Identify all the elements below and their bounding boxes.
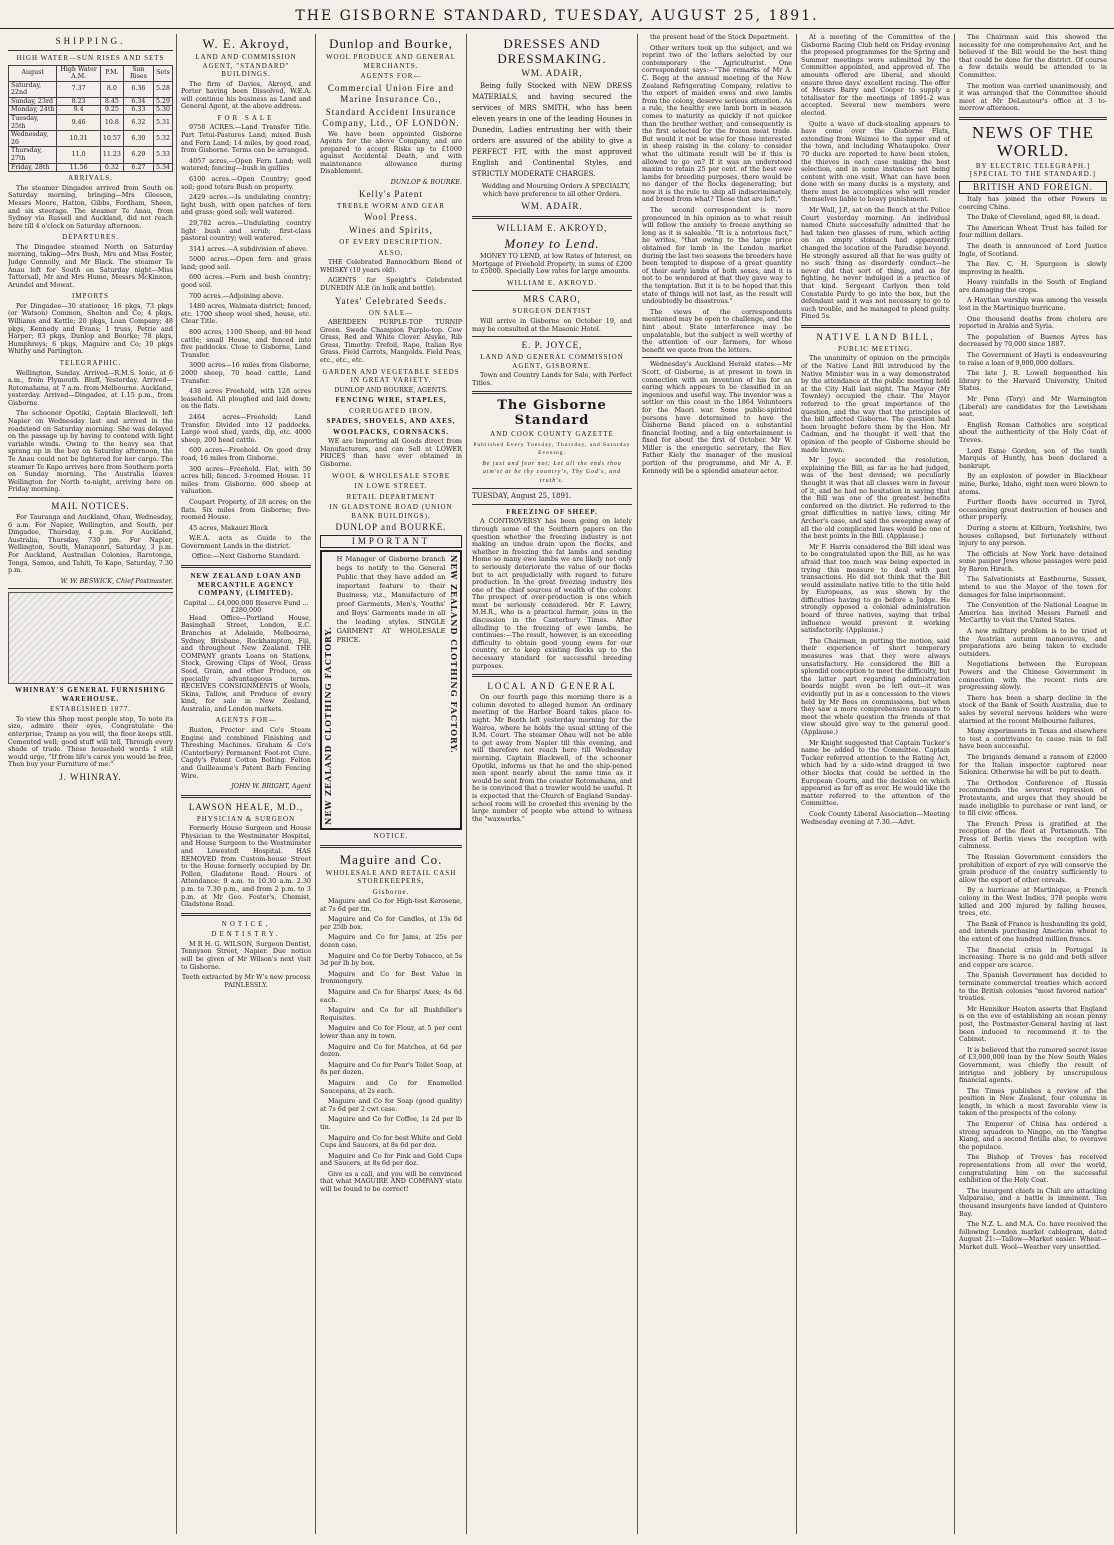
dress-heading: DRESSES AND DRESSMAKING. <box>497 36 607 66</box>
maguire-item: Maguire and Co for Pear's Toilet Soap, at 8s per dozen. <box>320 1060 462 1077</box>
shipping-news: The schooner Opotiki, Captain Blackwell, left Napier on Wednesday last and arrived in the roadstead on Saturday morning. She was delayed on the passage up by having to contend with light variable winds. Owing to the heavy sea that sprang up in the bay on Saturday afternoon, the Te Anau could not be lightered for her cargo. The steamer Te Kapo arrives here from Southern ports on Sunday morning. The Australia leaves Wellington for North to-night, arriving here on Friday morning. <box>8 409 173 494</box>
column-local-news <box>801 34 950 1534</box>
tides-cell: 0.32 <box>100 163 123 172</box>
caro-heading: MRS CARO, <box>523 294 581 305</box>
shipping-heading: SHIPPING. <box>55 36 126 46</box>
tides-cell: 9.25 <box>100 106 123 115</box>
news-item: There has been a sharp decline in the stock of the Bank of South Australia, due to sales by several nervous holders who were alarmed at the recent Melbourne failures. <box>959 693 1107 725</box>
tides-cell: 10.57 <box>100 131 123 147</box>
news-item: The Spanish Government has decided to terminate commercial treaties which accord to the British colonies "most favored nation" treaties. <box>959 971 1107 1003</box>
local-text: On our fourth page this morning there is a column devoted to alleged humor. An ordinary meeting of the Harbor Board takes place to-night. Mr Booth left yesterday morning for the Wairoa, where he holds the usual sitting of the R.M. Court. The steamer Ohau will not be able to get away from Napier till this evening, and will therefore not reach here till Wednesday morning. Captain Blackwell, of the schooner Opotiki, informs us that he and the ship-pened men spent nearly about the same time as it would be sent from the coaster Rotomahana, and he is convinced that a trawler would be useful. It is expected that the Church of England Sunday-school room will be crowded this evening by the large number of people who attend to witness the "waxworks." <box>472 693 632 823</box>
mail-heading: MAIL NOTICES. <box>51 501 130 511</box>
akroyd-footer: W.E.A. acts as Guide to the Government Lands in the district. <box>181 534 311 550</box>
kelly-heading: Kelly's Patent <box>359 188 423 199</box>
tides-cell: 6.36 <box>123 81 153 97</box>
yates-heading: Yates' Celebrated Seeds. <box>335 295 447 306</box>
sale-item: 600 acres.—Fern and bush country; good soil. <box>181 273 311 290</box>
column-dressmaking <box>472 34 632 1534</box>
tides-cell: 9.46 <box>57 115 100 131</box>
news-item: The Rev. C. H. Spurgeon is slowly improving in health. <box>959 260 1107 276</box>
maguire-item: Maguire and Co for Best Value in Ironmongery. <box>320 969 462 986</box>
paper-date: TUESDAY, August 25, 1891. <box>472 492 572 501</box>
important-heading: IMPORTANT <box>320 535 462 548</box>
akroyd-heading: W. E. Akroyd, <box>202 36 290 51</box>
nz-loan-text: Head Office—Portland House, Basinghall Street, London, E.C. Branches at Adelaide, Melbourne, Sydney, Brisbane, Rockhampton, Fiji, and throughout New Zealand. THE COMPANY grants Loans on Stations, Stock, Growing Clips of Wool, Grass Seed, Grain, and other Produce, on specially advantageous terms. RECEIVES CONSIGNMENTS of Wools, Skins, Tallow, and Produce of every kind, for sale in New Zealand, Australia, and London markets. <box>181 613 311 713</box>
native-land-heading: NATIVE LAND BILL. <box>816 331 935 342</box>
paper-subtitle: AND COOK COUNTY GAZETTE <box>490 430 614 439</box>
union-insurance: Commercial Union Fire and Marine Insurance Co., <box>327 82 455 104</box>
notice-heading: NOTICE, <box>221 919 271 928</box>
standard-insurance: Standard Accident Insurance Company, Ltd., OF LONDON. <box>322 106 460 128</box>
sale-item: 3000 acres—16 miles from Gisborne, 2000 sheep, 70 head cattle, Land Transfer. <box>181 361 311 385</box>
lawson-text: Formerly House Surgeon and House Physician to the Westminster Hospital, and House Surgeon to the Westminster and Lowestoft Hospital. HAS REMOVED from Custom-house Street to the House formerly occupied by Dr. Pollen, Gladstone Road. Hours of Attendance: 9 a.m. to 10.30 a.m. 2.30 p.m. to 7.30 p.m., and from 2 p.m. to 3 p.m. at Mr Geo. Foster's, Chemist, Gladstone Road. <box>181 824 311 909</box>
tides-cell: 6.33 <box>123 106 153 115</box>
news-item: Italy has joined the other Powers in coercing China. <box>959 194 1107 211</box>
whinray-verse: To view this Shop most people stop, To note its size, admire their eyes, Congratulate the enterprise, Tramp as you will, the floor keeps still. Cemented well; good stuff will tell, Through every shade of trade. These household words I still would urge, "If from life's cares you would be free, Then buy your Furniture of me." <box>8 714 173 769</box>
advertisement-line: Cook County Liberal Association—Meeting Wednesday evening at 7.30.—Advt. <box>801 809 950 826</box>
news-item: The N.Z. L. and M.A. Co. have received the following London market cablegram, dated August 21:—Tallow—Market easier. Wheat—Market dull. Wool—Weather very unsettled. <box>959 1220 1107 1251</box>
news-item: Further floods have occurred in Tyrol, occasioning great destruction of houses and other property. <box>959 498 1107 522</box>
adair-subtext: Wedding and Mourning Orders A SPECIALTY, which have preference to all other Orders. <box>481 182 631 198</box>
agents-text: Ruston, Proctor and Co's Steam Engine and combined Finishing and Threshing Machines. Graham & Co's (Canterbury) Permanent Foot-rot Cure. Cagdy's Patent Cotton Bolting. Felton and Guilleaume's Patent Barb Fencing Wire. <box>181 725 311 780</box>
dentistry-text: M R H. G. WILSON, Surgeon Dentist, Tennyson Street, Napier. Due notice will be given of Mr Wilson's next visit to Gisborne. <box>181 939 311 971</box>
maguire-item: Maguire and Co for Candles, at 13s 6d per 25lb box. <box>320 915 462 931</box>
news-item: The Times publishes a review of the position in New Zealand, four columns in length, in which a most favorable view is taken of the prospects of the colony. <box>959 1086 1107 1118</box>
spades-heading: SPADES, SHOVELS, AND AXES, <box>326 417 456 426</box>
freezing-text: A CONTROVERSY has been going on lately through some of the Southern papers on the question whether the freezing industry is not making an undue drain upon the flocks, and whether in freezing the fat lambs and sending Home so many ewe lambs we are likely not only to seriously deteriorate the value of our flocks but to act prejudicially with regard to future production. In the great freezing industry lies one of the chief sources of wealth of the colony. The prospect of over-production is one which must be seriously considered. Mr F. Lawry, M.H.R., who is a practical farmer, joins in the discussion in the Canterbury Times. After alluding to the freezing of ewe lambs, he continues:—The result, however, is an exceeding difficulty to obtain good young ewes for our country, or to keep existing flocks up to the necessary standard for successful breeding purposes. <box>472 517 632 670</box>
maguire-item: Maguire and Co for Derby Tobacco, at 5s 3d per lb by box. <box>320 951 462 968</box>
on-sale-label: ON SALE— <box>368 308 414 317</box>
article-paragraph: The second correspondent is more pronounced in his opinion as to what result will follow the anxiety to freeze anything so long as it is saleable. "It is a notorious fact," he writes, "that owing to the large price obtained for lamb in the London market during the last two seasons the breeders have been tempted to dispose of a great quantity of their early lambs of both sexes, and it is not to be wondered at that they gave way to the temptation. But it is to be hoped that this state of things will not last, as the result will undoubtedly be disastrous." <box>642 206 792 306</box>
news-item: Many experiments in Texas and elsewhere to test a contrivance to cause rain to fall have been successful. <box>959 727 1107 751</box>
column-world-news <box>959 34 1107 1534</box>
money-text: MONEY TO LEND, at low Rates of Interest, on Mortgage of Freehold Property, in sums of £200 to £5000. Specially Low rates for large amounts. <box>472 252 632 276</box>
maguire-item: Maguire and Co for Flour, at 5 per cent lower than any in town. <box>320 1024 462 1040</box>
fencing-heading: FENCING WIRE, STAPLES, <box>335 396 447 405</box>
maguire-heading: Maguire and Co. <box>339 851 443 867</box>
imports-text: Per Dingadee—30 stationer, 16 pkgs, 73 pkgs (or Watson) Common, Shelton and Co; 4 pkgs, Williams and Kettle; 20 pkgs, Loan Company; 48 pkgs, Kennedy and Evans; 1 truss, Petrie and Harper; 83 pkgs, Dunlop and Bourke; 78 pkgs, Humphreys; 6 pkgs, Maguire and Co; 10 pkgs Whitby and Partington. <box>8 301 173 356</box>
news-item: A new military problem is to be tried at the Austrian autumn manoeuvres, and preparations are being taken to exclude outsiders. <box>959 627 1107 658</box>
news-item: The Convention of the National League in America has invited Messrs Parnell and McCarthy to visit the United States. <box>959 601 1107 625</box>
tides-cell: Thursday, 27th <box>9 147 57 163</box>
news-item: The Duke of Cleveland, aged 88, is dead. <box>967 213 1100 222</box>
tides-table <box>8 65 173 173</box>
speight-text: AGENTS for Speight's Celebrated DUNEDIN ALE (in bulk and bottle). <box>320 276 462 292</box>
news-item: Lord Esme Gordon, son of the tenth Marquis of Huntly, has been declared a bankrupt. <box>959 446 1107 470</box>
lowe-street: IN LOWE STREET. <box>354 482 428 491</box>
news-item: By an explosion of powder in Blackbear mine, Burke, Idaho, eight men were blown to atoms. <box>959 472 1107 496</box>
seeds-text: ABERDEEN PURPLE-TOP TURNIP Green. Swede Champion Purple-top. Cow Grass, Red and White Clover. Alsyke, Rib Grass, Timothy. Trefoil, Rape, Italian Rye Grass. Field Carrots, Mangolds. Field Peas, etc., etc., etc. <box>320 318 462 364</box>
news-item: Mr Henniker Heaton asserts that England is on the eve of establishing an ocean penny post, the Postmaster-General having at last been induced to recommend it to the Cabinet. <box>959 1004 1107 1044</box>
adair-heading: WM. ADAIR, <box>521 68 583 78</box>
tides-cell: 9.4 <box>57 106 100 115</box>
news-item: The officials at New York have detained some pauper Jews whose passages were paid by Baron Hirsch. <box>959 549 1107 573</box>
tides-row <box>9 97 173 106</box>
tides-cell: Sunday, 23rd <box>9 97 57 106</box>
sale-item: Coupart Property, of 28 acres; on the flats. Six miles from Gisborne; five-roomed House. <box>181 497 311 522</box>
money-heading: Money to Lend. <box>504 236 600 252</box>
article-paragraph: Wednesday's Auckland Herald states:—Mr Scott, of Gisborne, is at present in town in connection with an invention of his for an earing which appears to be classified in an ingenious and useful way. The inventor was a settler on this coast in the 1864 Volunteers for the Maori war. Some public-spirited persons have determined to have the Gisborne Band placed on a substantial financial footing, and a big entertainment is fixed for about the first of October. Mr W. Miller is the energetic secretary, the Rev. Father Kiely the manager of the musical portion of the programme, and Mr A. F. Kennedy will be a splendid amateur actor. <box>642 360 792 475</box>
maguire-item: Maguire and Co for Pink and Gold Cups and Saucers, at 8s 6d per doz. <box>320 1151 462 1168</box>
whinray-signature: J. WHINRAY. <box>59 772 122 782</box>
tides-header-cell: High Water A.M. <box>57 65 100 81</box>
article-paragraph: Mr Knight suggested that Captain Tucker's name be added to the Committee. Captain Tucker referred attention to the Rating Act, which had by a side-wind dragged in two other blocks that could be settled in the European Courts, and the decision on which appeared as far off as ever. He would like the matter referred to the attention of the Committee. <box>801 738 950 808</box>
dentistry-heading: DENTISTRY. <box>211 930 281 939</box>
sale-item: 600 acres—Freehold. On good dray road, 16 miles from Gisborne. <box>181 446 311 462</box>
article-paragraph: the present head of the Stock Department. <box>650 34 790 41</box>
article-paragraph: Other writers took up the subject, and we reprint two of the letters selected by our contemporary the Agriculturist. One correspondent says:—"The remarks of Mr A. C. Begg at the annual meeting of the New Zealand Refrigerating Company, relative to the export of maiden ewes and ewe lambs from the colony, deserve serious attention. As a rule, the healthy ewe lamb born in season comes to maturity as quickly if not quicker than the brother wether, and consequently is the first selected for the frozen meat trade. But would it not be wise for those interested in sheep raising in the colony to consider what the ultimate result will be if this is allowed to go on? If it was an understood maxim to retain 25 per cent. of the best ewe lambs for breeding purposes, there would be no danger of the flocks degenerating; but now it is the rule to ship all indiscriminately, and breed from what? Those that are left." <box>642 43 792 204</box>
tides-cell: 6.27 <box>123 163 153 172</box>
news-item: The death is announced of Lord Justice Ingle, of Scotland. <box>959 241 1107 258</box>
tides-cell: 8.23 <box>57 97 100 106</box>
whisky-text: THE Celebrated Bannockburn Blend of WHISKY (10 years old). <box>320 258 462 274</box>
tides-cell: 8.45 <box>100 97 123 106</box>
tides-cell: 6.32 <box>123 115 153 131</box>
mail-text: For Tauranga and Auckland, Ohau, Wednesday, 6 a.m. For Napier, Wellington, and South, per Dingadee, Thursday, 4 p.m. For Auckland, Australia, Thursday, 730 pm. For Napier, Wellington, South, Manaponri, Saturday, 3 p.m. For Auckland, Australian Colonies, Rarotonga, Tonga, Samoa, and Tahiti, Te Kapo, Saturday, 7.30 p.m. <box>8 513 173 575</box>
column-freezing-continued <box>642 34 792 1534</box>
news-item: The Government of Hayti is endeavouring to raise a loan of 9,000,000 dollars. <box>959 351 1107 367</box>
article-paragraph: The Chairman said this showed the necessity for one comprehensive Act, and he believed if the Bill would be the best thing that could be done for the district. Of course a few details would be attended to in Committee. <box>959 34 1107 79</box>
tides-header-cell: Sun Rises <box>123 65 153 81</box>
masthead-title: THE GISBORNE STANDARD, TUESDAY, AUGUST 25, 1891. <box>295 8 819 24</box>
tides-cell: Monday, 24th <box>9 106 57 115</box>
tides-cell: 10.8 <box>100 115 123 131</box>
article-paragraph: Mr F. Harris considered the Bill ideal was to be congratulated upon the Bill, as he was afraid that too much was being expected in trying this measure to deal with past transactions. He did not think that the Bill would assimilate native title to the title held by Europeans, as was shown by the difficulties having to go before a Judge. He strongly opposed a colonial administration board of three natives, saying that tribal influence would prevent it working satisfactorily. (Applause.) <box>801 542 950 635</box>
tides-cell: 6.34 <box>123 97 153 106</box>
tides-row <box>9 163 173 172</box>
maguire-item: Maguire and Co for Sharps' Axes; 4s 6d each. <box>320 988 462 1004</box>
tides-cell: 10.31 <box>57 131 100 147</box>
gladstone-road: IN GLADSTONE ROAD (UNION BANK BUILDINGS), <box>329 503 453 520</box>
news-subheading: BY ELECTRIC TELEGRAPH.] [SPECIAL TO THE STANDARD.] <box>970 161 1096 179</box>
tides-row <box>9 131 173 147</box>
news-item: The French Press is gratified at the reception of the fleet at Portsmouth. The Press of Berlin views the reception with calmness. <box>959 819 1107 851</box>
paper-publication: Published Every Tuesday, Thursday, and Saturday Evening. <box>473 441 631 457</box>
column-rule <box>176 34 177 1534</box>
article-paragraph: Quite a wave of duck-stealing appears to have come over the Gisborne Flats, extending from Waimoi to the upper end of the town, and including Whataupoko. Over 70 ducks are reported to have been stolen, the thieves in each case making the best selection, and in some instances not being content with one visit. What can have been done with so many ducks is a mystery, and there must be accomplices who will render themselves liable to heavy punishment. <box>801 119 950 204</box>
tides-cell: 7.37 <box>57 81 100 97</box>
tides-cell: Wednesday, 26 <box>9 131 57 147</box>
tides-header-cell: P.M. <box>100 65 123 81</box>
paper-motto: Be just and fear not; Let all the ends thou aim'st at be thy country's, Thy God's, and truth's. <box>482 460 622 484</box>
news-item: Negotiations between the European Powers and the Chinese Government in connection with the recent riots are progressing slowly. <box>959 660 1107 692</box>
corrugated-heading: CORRUGATED IRON, <box>349 406 433 415</box>
sale-item: 2464 acres—Freehold; Land Transfer. Divided into 12 paddocks. Large wool shed, yards, dip, etc. 4000 sheep, 200 head cattle. <box>181 412 311 444</box>
dunlop-signature-2: DUNLOP AND BOURKE, AGENTS. <box>334 385 448 394</box>
arrivals-heading: ARRIVALS. <box>68 174 113 183</box>
freezing-heading: FREEZING OF SHEEP. <box>506 507 598 516</box>
tides-cell: 6.29 <box>123 147 153 163</box>
news-item: Mr Penn (Tory) and Mr Warmington (Liberal) are candidates for the Lewisham seat. <box>959 395 1107 419</box>
akroyd-text: The firm of Davies, Akroyd, and Porter having been Dissolved, W.E.A. will continue his business as Land and General Agent, at the above address. <box>181 79 311 111</box>
maguire-item: Maguire and Co for best White and Gold Cups and Saucers, at 8s 6d per doz. <box>320 1133 462 1150</box>
news-item: The Bishop of Treves has received representations from all over the world, congratulating him on the successful exhibition of the Holy Coat. <box>959 1153 1107 1185</box>
sale-item: 4057 acres.—Open Fern Land; well watered; fencing—bush in gullies <box>181 156 311 173</box>
column-dunlop <box>320 34 462 1534</box>
sale-item: 2429 acres.—Is undulating country; light bush, with open patches of fern and grass; good soil; well watered. <box>181 193 311 217</box>
news-item: The American Wheat Trust has failed for four million dollars. <box>959 223 1107 240</box>
dunlop-agents: AGENTS FOR— <box>360 72 422 80</box>
news-item: One thousand deaths from cholera are reported in Arabia and Syria. <box>959 314 1107 331</box>
news-item: During a storm at Kilburn, Yorkshire, two houses collapsed, but fortunately without injury to any person. <box>959 523 1107 548</box>
akroyd-office: Office:—Next Gisborne Standard. <box>191 552 301 561</box>
import-text: WE are Importing all Goods direct from Manufacturers, and can Sell at LOWER PRICES than have ever obtained in Gisborne. <box>320 437 462 468</box>
nz-loan-capital: Capital ... £4,000,000 Reserve Fund ... £280,000 <box>183 598 309 615</box>
tides-cell: 11.0 <box>57 147 100 163</box>
news-item: The insurgent chiefs in Chili are attacking Valparaiso, and a battle is imminent. Ten thousand insurgents have landed at Quintero Bay. <box>959 1186 1107 1218</box>
column-rule <box>466 34 467 1534</box>
dunlop-subheading: WOOL PRODUCE AND GENERAL MERCHANTS. <box>325 53 457 70</box>
tides-heading: HIGH WATER—SUN RISES AND SETS <box>16 54 165 62</box>
news-item: It is believed that the rumored secret issue of £3,000,000 loan by the New South Wales Government, was chiefly the result of intrigue and jobbery by unscrupulous financial agents. <box>959 1045 1107 1085</box>
joyce-text: Town and Country Lands for Sale, with Perfect Titles. <box>472 371 632 387</box>
important-text: H Manager of Gisborne branch begs to notify to the General Public that they have added an important feature to their Business, viz., Manufacture of proof Garments, Men's, Youths' and Boys' Garments made in all the leading styles. SINGLE GARMENT AT WHOLESALE PRICE. <box>336 555 446 645</box>
tides-row <box>9 106 173 115</box>
article-paragraph: Mr Joyce seconded the resolution, explaining the Bill, as far as he had judged, was of the best devised; we peculiarly thought it was that all classes were in favour of it, and he had no hesitation in saying that the Bill was one of the greatest benefits conferred on the district. He referred to the great difficulties in native laws, citing Mr Archer's case, and said the sweeping away of all the old complicated laws would be one of the best points in the Bill. (Applause.) <box>801 456 950 541</box>
news-item: By a hurricane at Martinique, a French colony in the West Indies, 378 people were killed and 200 injured by falling houses, trees, etc. <box>959 886 1107 918</box>
sale-item: 800 acres, 1100 Sheep, and 80 head cattle; small House, and fenced into five paddocks. Close to Gisborne, Land Transfer. <box>181 328 311 359</box>
sale-item: 3141 acres.—A subdivision of above. <box>189 244 308 253</box>
maguire-item: Maguire and Co for all Bushfeller's Requisites. <box>320 1006 462 1022</box>
tides-cell: 8.0 <box>100 81 123 97</box>
tides-cell: Saturday, 22nd <box>9 81 57 97</box>
tides-cell: 5.33 <box>153 147 172 163</box>
for-sale-heading: FOR SALE <box>217 113 275 122</box>
news-heading: NEWS OF THE WORLD. <box>971 122 1095 160</box>
news-item: The Emperor of China has ordered a strong squadron to Ningpo, on the Yangtse Kiang, and a second flotilla also, to overawe the populace. <box>959 1120 1107 1151</box>
article-paragraph: The Chairman, in putting the motion, said their experience of short temporary measures was that they were always unsatisfactory. He considered the Bill a splendid conception to meet the difficulty, but the latter part regarding administration boards might even be left out—it was evidently put in as a concession to the views held by Mr Bees on commissions, but when they saw a more comprehensive measure to meet the whole question the friends of that view should give way to the general good. (Applause.) <box>801 636 950 736</box>
article-paragraph: The views of the correspondents mentioned may be open to challenge, and the hint about State interference may be unpalatable, but the subject is well worthy of the attention of our farmers, for whose benefit we quote from the letters. <box>642 307 792 354</box>
news-item: The Russian Government considers the prohibition of export of rye will conserve the grain produce of the country sufficiently to allow the export of other cereals. <box>959 853 1107 884</box>
clothing-factory-right: NEW ZEALAND CLOTHING FACTORY. <box>449 555 459 754</box>
woolpacks-heading: WOOLPACKS, CORNSACKS. <box>333 427 449 436</box>
garden-seeds: GARDEN AND VEGETABLE SEEDS IN GREAT VARIETY. <box>322 367 460 385</box>
column-akroyd <box>181 34 311 1534</box>
tides-cell: 5.28 <box>153 81 172 97</box>
sale-item: 300 acres—Freehold. Flat, with 50 acres hill; fenced. 3-roomed House. 11 miles from Gisborne. 600 sheep at valuation. <box>181 464 311 496</box>
tides-header-cell: Sets <box>153 65 172 81</box>
joyce-heading: E. P. JOYCE, <box>521 340 583 351</box>
sale-item: 438 acres Freehold, with 128 acres leasehold. All ploughed and laid down; on the flats. <box>181 387 311 411</box>
agents-signature: JOHN W. BRIGHT, Agent <box>231 782 311 791</box>
paper-title: The Gisborne Standard <box>497 398 607 429</box>
sale-item: 700 acres.—Adjoining above. <box>189 291 284 300</box>
news-item: Heavy rainfalls in the South of England are damaging the crops. <box>959 278 1107 294</box>
tides-cell: 11.23 <box>100 147 123 163</box>
tides-cell: 11.56 <box>57 163 100 172</box>
news-item: The financial crisis in Portugal is increasing. There is no gold and both silver and copper are scarce. <box>959 945 1107 969</box>
sale-item: 5000 acres.—Open fern and grass land; good soil. <box>181 255 311 271</box>
tides-cell: 6.30 <box>123 131 153 147</box>
sale-item: 29,782 acres.—Undulating country light bush and scrub; first-class pastoral country; well watered. <box>181 218 311 243</box>
imports-heading: IMPORTS <box>72 292 109 301</box>
local-heading: LOCAL AND GENERAL <box>487 681 617 692</box>
news-item: The brigands demand a ransom of £2000 for the Italian inspector captured near Salonica. Otherwise he will be put to death. <box>959 752 1107 777</box>
tides-cell: 5.30 <box>153 106 172 115</box>
wines-sub: OF EVERY DESCRIPTION. <box>339 238 443 247</box>
maguire-subheading: WHOLESALE AND RETAIL CASH STOREKEEPERS, <box>325 868 457 886</box>
tides-row <box>9 147 173 163</box>
whinray-heading: WHINRAY'S GENERAL FURNISHING WAREHOUSE. <box>14 686 167 703</box>
also-label: ALSO, <box>378 248 404 257</box>
tides-row <box>9 81 173 97</box>
dunlop-heading: Dunlop and Bourke, <box>329 36 453 51</box>
sale-item: 6100 acres.—Open Country; good soil; good totara Bush on property. <box>181 174 311 191</box>
dunlop-signature: DUNLOP & BOURKE. <box>390 178 462 187</box>
news-item: The Salvationists at Eastbourne, Sussex, intend to sue the Mayor of the town for damages for false imprisonment. <box>959 575 1107 599</box>
tides-cell: Tuesday, 25th <box>9 115 57 131</box>
column-rule <box>954 34 955 1534</box>
article-paragraph: The motion was carried unanimously, and it was arranged that the Committee should meet at Mr DeLautour's office at 3 to-morrow afternoon. <box>959 81 1107 113</box>
lawson-heading: LAWSON HEALE, M.D., <box>188 801 304 812</box>
tides-row <box>9 115 173 131</box>
news-item: English Roman Catholics are sceptical about the authenticity of the Holy Coat of Treves. <box>959 420 1107 444</box>
caro-subheading: SURGEON DENTIST <box>512 307 592 316</box>
wool-press-heading: Wool Press. <box>364 212 418 223</box>
british-heading: BRITISH AND FOREIGN. <box>959 181 1107 194</box>
dunlop-signature-3: DUNLOP and BOURKE. <box>335 522 447 533</box>
news-item: The Orthodox Conference of Russia recommends the severest repression of Protestants, and urges that they should be made ineligible to purchase or rent land, or to fill civic offices. <box>959 778 1107 818</box>
sale-list <box>181 124 311 532</box>
dentistry-footer: Teeth extracted by Mr W's new process PAINLESSLY. <box>181 973 311 989</box>
maguire-item: Maguire and Co for Soap (good quality) at 7s 6d per 2 cwt case. <box>320 1097 462 1113</box>
tides-cell: 5.31 <box>153 115 172 131</box>
tides-cell: 5.29 <box>153 97 172 106</box>
column-rule <box>796 34 797 1534</box>
maguire-item: Maguire and Co for Coffee, 1s 2d per lb tin. <box>320 1115 462 1131</box>
wines-heading: Wines and Spirits, <box>349 225 433 236</box>
departures-text: The Dingadee steamed North on Saturday morning, taking—Mrs Bush, Mrs and Miss Foster, Judge Connolly, and Mr Black. The steamer Te Anau left for South on Saturday night—Miss Tattersall, Mr and Mrs Hume, Messrs McKinnon, Arundel and Mowat. <box>8 242 173 289</box>
caro-text: Will arrive in Gisborne on October 19, and may be consulted at the Masonic Hotel. <box>472 316 632 333</box>
lawson-subheading: PHYSICIAN & SURGEON <box>196 814 296 823</box>
treble-heading: TREBLE WORM AND GEAR <box>337 201 445 210</box>
tides-cell: Friday, 28th <box>9 163 57 172</box>
maguire-item: Maguire and Co for Enamelled Saucepans, at 2s each. <box>320 1078 462 1095</box>
departures-heading: DEPARTURES. <box>62 233 119 242</box>
dunlop-text: We have been appointed Gisborne Agents for the above Company, and are prepared to accept Risks up to £1000 against Accidental Death, and with maintenance allowance during Disablement. <box>320 129 462 176</box>
telegraphic-heading: TELEGRAPHIC. <box>59 359 122 367</box>
clothing-factory-ad <box>320 550 462 830</box>
news-item: The late J. R. Lowell bequeathed his library to the Harvard University, United States. <box>959 369 1107 393</box>
tides-header-cell: August <box>9 65 57 81</box>
masthead <box>0 6 1114 29</box>
akroyd-loan-heading: WILLIAM E. AKROYD, <box>496 223 608 234</box>
news-item: The Bank of France is husbanding its gold, and intends purchasing American wheat to the extent of one hundred million francs. <box>959 919 1107 943</box>
column-rule <box>315 34 316 1534</box>
column-rule <box>637 34 638 1534</box>
joyce-subheading: LAND AND GENERAL COMMISSION AGENT, GISBORNE. <box>480 353 624 370</box>
warehouse-illustration <box>8 592 173 684</box>
akroyd-subheading: LAND AND COMMISSION AGENT, "STANDARD" BUILDINGS. <box>195 53 297 78</box>
maguire-place: Gisborne. <box>372 887 410 896</box>
telegraphic-text: Wellington, Sunday. Arrived—R.M.S. Ionic, at 6 a.m., from Plymouth. Bluff, Yesterday. Arrived—Rotomahana, at 7 a.m. from Melbourne. Auckland, yesterday. Arrived—Dingadee, at 1.15 p.m., from Gisborne. <box>8 368 173 407</box>
column-shipping <box>8 34 173 1534</box>
arrivals-text: The steamer Dingadee arrived from South on Saturday morning, bringing—Mrs Gleeson, Messrs Moore, Hatton, Gibbs, Fordham, Sheen, and six steerage. The steamer Te Anau, from Sydney via Russell and Auckland, did not reach here till 4 o'clock on Saturday afternoon. <box>8 183 173 230</box>
sale-item: 45 acres, Makauri Block <box>189 523 269 532</box>
news-item: The population of Buenos Ayres has decreased by 70,000 since 1887. <box>959 332 1107 349</box>
sale-item: 9758 ACRES.—Land Transfer Title. Part Tetui-Pastures Land; mixed Bush and Fern Land; 14 miles, by good road, from Gisborne. Terms can be arranged. <box>181 123 311 155</box>
sale-item: 1480 acres, Waimata district; fenced, etc. 1700 sheep wool shed, house, etc. Clear Title. <box>181 302 311 326</box>
retail-heading: RETAIL DEPARTMENT <box>346 492 436 501</box>
tides-cell: 5.34 <box>153 163 172 172</box>
native-land-subheading: PUBLIC MEETING. <box>838 344 913 353</box>
wool-store-heading: WOOL & WHOLESALE STORE <box>331 471 451 480</box>
maguire-item: Maguire and Co for Matches, at 6d per dozen. <box>320 1042 462 1059</box>
maguire-list <box>320 898 462 1168</box>
whinray-established: ESTABLISHED 1877. <box>50 705 131 714</box>
article-paragraph: Mr Wall, J.P., sat on the Bench at the Police Court yesterday morning. An individual named Chute successfully admitted that he had taken two glasses of rum, which acting on an empty stomach had apparently changed the location of the Paradise beyond. He strongly assured all that he was guilty of no such thing as disorderly conduct—he never did that sort of thing, and as for fighting, he never indulged in a practice of that kind. Sergeant Carlyon then told Constable Pardy to go into the box, but the defendant said it was not necessary to go to such trouble, and he managed to plead guilty. Fined 5s. <box>801 206 950 321</box>
news-list <box>959 196 1107 1252</box>
clothing-factory-left: NEW ZEALAND CLOTHING FACTORY. <box>323 626 333 826</box>
maguire-footer: Give us a call, and you will be convinced that what MAGUIRE AND COMPANY state will be found to be correct! <box>320 1169 462 1194</box>
mail-signature: W. W. BESWICK, Chief Postmaster. <box>60 576 173 585</box>
agents-heading: AGENTS FOR— <box>215 716 277 725</box>
adair-signature: WM. ADAIR. <box>521 201 583 212</box>
nz-loan-heading: NEW ZEALAND LOAN AND MERCANTILE AGENCY COMPANY, (LIMITED). <box>190 572 302 598</box>
adair-text: Being fully Stocked with NEW DRESS MATERIALS, and having secured the services of MRS SMITH, who has been eleven years in one of the leading Houses in Dunedin, Ladies entrusting her with their orders are assured of the ability to give a PERFECT FIT, with the most approved English and Continental Styles, and STRICTLY MODERATE CHARGES. <box>472 82 632 178</box>
money-signature: WILLIAM E. AKROYD. <box>507 278 597 287</box>
maguire-item: Maguire and Co for High-test Kerosene, at 7s 6d per tin. <box>320 897 462 913</box>
notice-label: NOTICE. <box>373 832 409 841</box>
news-item: A Haytian warship was among the vessels lost in the Martinique hurricane. <box>959 296 1107 313</box>
maguire-item: Maguire and Co for Jams, at 25s per dozen case. <box>320 933 462 950</box>
article-paragraph: At a meeting of the Committee of the Gisborne Racing Club held on Friday evening the proposed programmes for the Spring and Summer meetings were submitted by the Committee appointed, and approved of. The amounts offered are liberal, and should ensure three days' excellent racing. The offer of Messrs Barry and Cooper to supply a totalisator for the meetings of 1891-2 was accepted. Several new members were elected. <box>801 34 950 117</box>
article-paragraph: The unanimity of opinion on the principle of the Native Land Bill introduced by the Native Minister was in a way demonstrated by the attendance at the public meeting held at the City Hall last night. The Mayor (Mr Townley) occupied the chair. The Mayor referred to the great importance of the question, and the way that the principles of the bill affected Gisborne. The question had been brought before them by the Hon. Mr Cadman, and he thought it well that the opinion of the people of Gisborne should be made known. <box>801 354 950 454</box>
tides-cell: 5.32 <box>153 131 172 147</box>
